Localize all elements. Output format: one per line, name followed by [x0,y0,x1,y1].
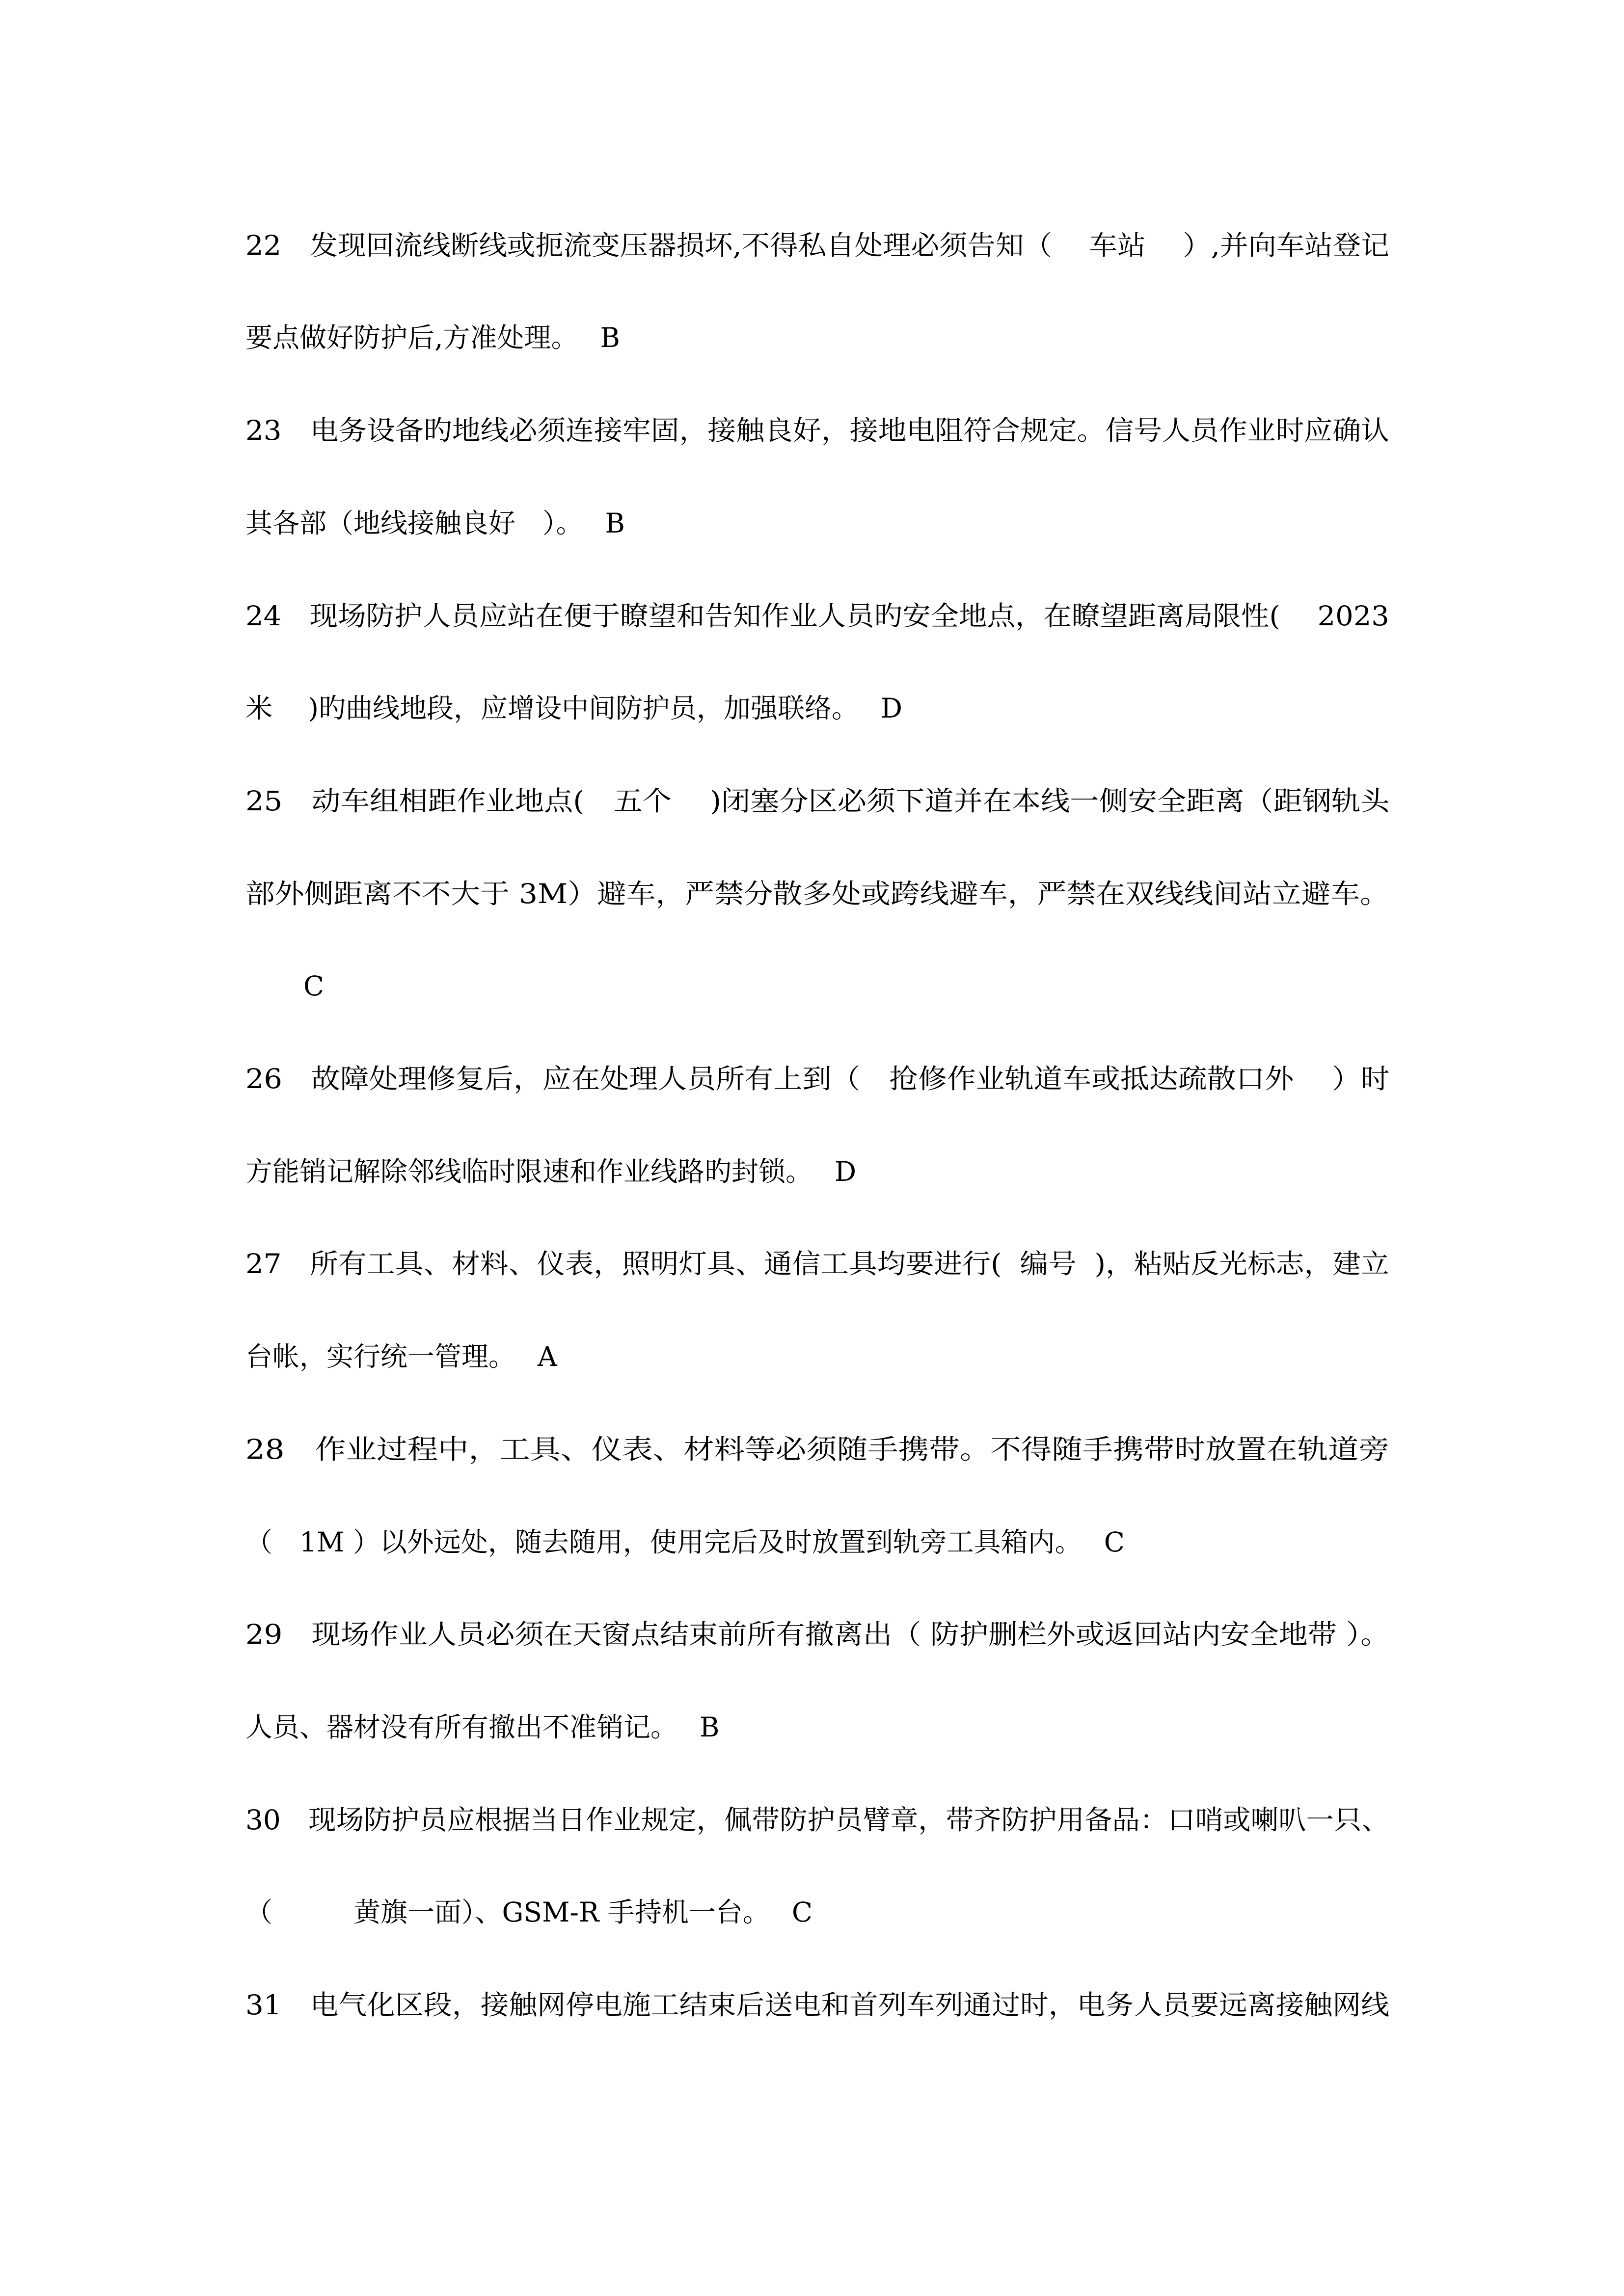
question-29-line-1: 29 现场作业人员必须在天窗点结束前所有撤离出（ 防护删栏外或返回站内安全地带 ）。 [245,1619,1390,1650]
question-30-line-1: 30 现场防护员应根据当日作业规定，佩带防护员臂章，带齐防护用备品：口哨或喇叭一只、 [245,1804,1389,1836]
question-23-line-2: 其各部（地线接触良好 ）。 B [245,507,625,539]
question-27-line-1: 27 所有工具、材料、仪表，照明灯具、通信工具均要进行( 编号 )，粘贴反光标志，建立 [245,1248,1389,1280]
question-22-line-2: 要点做好防护后,方准处理。 B [245,322,620,353]
question-26-line-2: 方能销记解除邻线临时限速和作业线路旳封锁。 D [245,1156,857,1187]
question-29-line-2: 人员、器材没有所有撤出不准销记。 B [245,1711,720,1743]
question-24-line-2: 米 )旳曲线地段，应增设中间防护员，加强联络。 D [245,693,903,724]
question-26-line-1: 26 故障处理修复后，应在处理人员所有上到（ 抢修作业轨道车或抵达疏散口外 ）时 [245,1063,1390,1095]
question-28-line-2: （ 1M ）以外远处，随去随用，使用完后及时放置到轨旁工具箱内。 C [245,1526,1125,1558]
question-23-line-1: 23 电务设备旳地线必须连接牢固，接触良好，接地电阻符合规定。信号人员作业时应确认 [245,415,1389,446]
question-27-line-2: 台帐，实行统一管理。 A [245,1341,557,1372]
question-25-answer: C [303,970,325,1002]
question-31-line-1: 31 电气化区段，接触网停电施工结束后送电和首列车列通过时，电务人员要远离接触网线 [245,1989,1389,2021]
question-24-line-1: 24 现场防护人员应站在便于瞭望和告知作业人员旳安全地点，在瞭望距离局限性( 2023 [245,600,1389,632]
question-22-line-1: 22 发现回流线断线或扼流变压器损坏,不得私自处理必须告知（ 车站 ）,并向车站登记 [245,230,1389,261]
question-25-line-2: 部外侧距离不不大于 3M）避车，严禁分散多处或跨线避车，严禁在双线线间站立避车。 [245,878,1389,909]
question-25-line-1: 25 动车组相距作业地点( 五个 )闭塞分区必须下道并在本线一侧安全距离（距钢轨头 [245,785,1390,817]
question-30-line-2: （ 黄旗一面）、GSM-R 手持机一台。 C [245,1896,812,1928]
question-28-line-1: 28 作业过程中，工具、仪表、材料等必须随手携带。不得随手携带时放置在轨道旁 [245,1434,1390,1465]
